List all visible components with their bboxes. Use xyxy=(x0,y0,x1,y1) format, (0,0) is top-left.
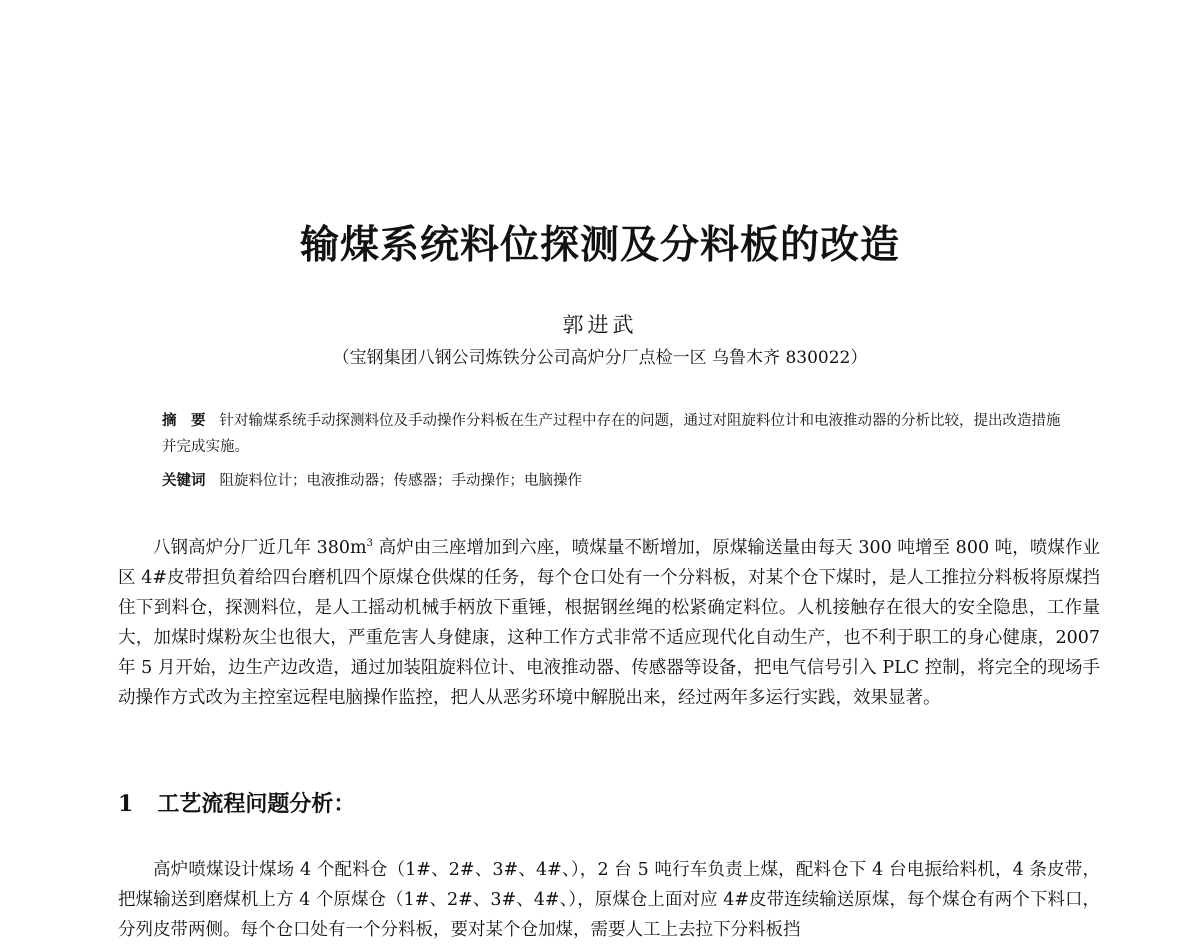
abstract-text: 针对输煤系统手动探测料位及手动操作分料板在生产过程中存在的问题，通过对阻旋料位计和电液推动器的分析比较，提出改造措施并完成实施。 xyxy=(162,413,1061,455)
section-heading xyxy=(118,786,355,823)
keywords-text: 阻旋料位计；电液推动器；传感器；手动操作；电脑操作 xyxy=(219,473,582,489)
author-name: 郭进武 xyxy=(562,313,638,337)
intro-text-part2: 高炉由三座增加到六座，喷煤量不断增加，原煤输送量由每天 300 吨增至 800 吨，喷煤作业区 4#皮带担负着给四台磨机四个原煤仓供煤的任务，每个仓口处有一个分料板，对某个仓下煤时，是人工推拉分料板将原煤挡住下到料仓，探测料位，是人工摇动机械手柄放下重锤，根据钢丝绳的松紧确定料位。人机接触存在很大的安全隐患，工作量大，加煤时煤粉灰尘也很大，严重危害人身健康，这种工作方式非常不适应现代化自动生产，也不利于职工的身心健康，2007 年 5 月开始，边生产边改造，通过加装阻旋料位计、电液推动器、传感器等设备，把电气信号引入 PLC 控制，将完全的现场手动操作方式改为主控室远程电脑操作监控，把人从恶劣环境中解脱出来，经过两年多运行实践，效果显著。 xyxy=(118,538,1100,708)
section-paragraph: 高炉喷煤设计煤场 4 个配料仓（1#、2#、3#、4#、），2 台 5 吨行车负责上煤，配料仓下 4 台电振给料机，4 条皮带，把煤输送到磨煤机上方 4 个原煤仓（1#、2#、3#、4#、），原煤仓上面对应 4#皮带连续输送原煤，每个煤仓有两个下料口，分列皮带两侧。每个仓口处有一个分料板，要对某个仓加煤，需要人工上去拉下分料板挡 xyxy=(118,860,1100,940)
intro-paragraph xyxy=(118,533,1100,713)
section-title: 工艺流程问题分析： xyxy=(157,792,356,817)
intro-text-part1: 八钢高炉分厂近几年 380m xyxy=(153,538,367,558)
intro-superscript: 3 xyxy=(366,538,374,550)
keywords-label: 关键词 xyxy=(162,473,206,489)
section-number: 1 xyxy=(118,791,134,817)
abstract xyxy=(162,408,1062,460)
paper-title: 输煤系统料位探测及分料板的改造 xyxy=(299,223,900,268)
keywords xyxy=(162,468,1062,494)
author-affiliation: （宝钢集团八钢公司炼铁分公司高炉分厂点检一区 乌鲁木齐 830022） xyxy=(332,348,868,368)
abstract-label: 摘 要 xyxy=(162,413,206,429)
